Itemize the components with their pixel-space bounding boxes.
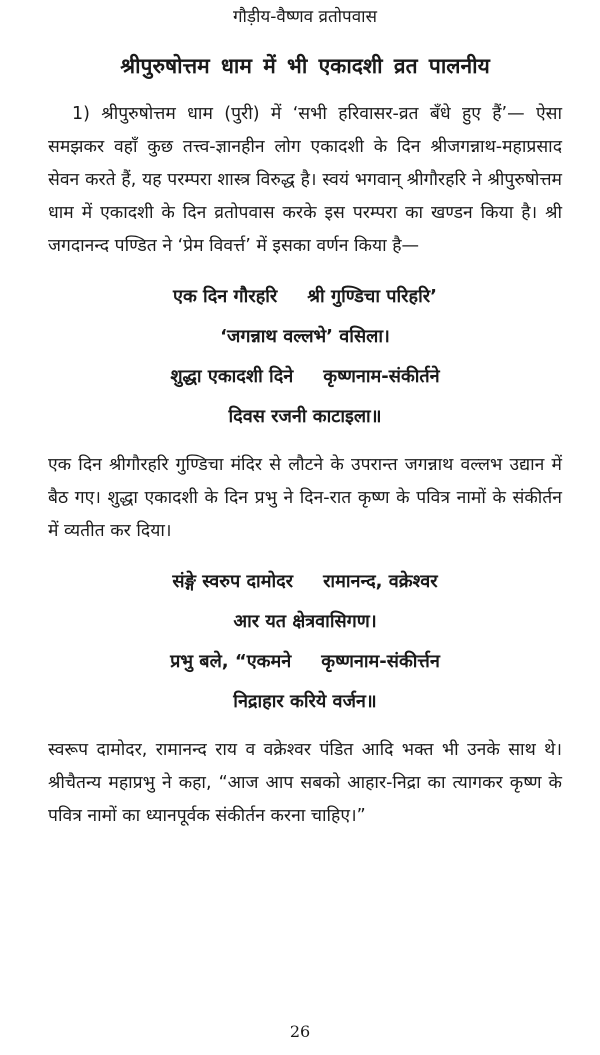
page-number: 26 — [289, 1022, 311, 1041]
verse-1-line-3b: कृष्णनाम-संकीर्तने — [323, 366, 440, 387]
verse-1-line-2: ‘जगन्नाथ वल्लभे’ वसिला। — [220, 326, 390, 347]
running-header: गौड़ीय-वैष्णव व्रतोपवास — [232, 7, 378, 27]
verse-2-line-1b: रामानन्द, वक्रेश्वर — [323, 571, 438, 592]
verse-2-line-2: आर यत क्षेत्रवासिगण। — [233, 611, 377, 632]
paragraph-2: एक दिन श्रीगौरहरि गुण्डिचा मंदिर से लौटने के उपरान्त जगन्नाथ वल्लभ उद्यान में बैठ गए। शुद्धा एकादशी के दिन प्रभु ने दिन-रात कृष्ण के पवित्र नामों के संकीर्तन में व्यतीत कर दिया। — [48, 455, 562, 541]
section-title: श्रीपुरुषोत्तम धाम में भी एकादशी व्रत पालनीय — [120, 54, 490, 78]
verse-2-line-4: निद्राहार करिये वर्जन॥ — [233, 691, 377, 712]
verse-1-line-4: दिवस रजनी काटाइला॥ — [228, 406, 382, 427]
verse-1-line-1a: एक दिन गौरहरि — [173, 286, 278, 307]
verse-1-line-1 — [48, 277, 562, 317]
paragraph-3: स्वरूप दामोदर, रामानन्द राय व वक्रेश्वर पंडित आदि भक्त भी उनके साथ थे। श्रीचैतन्य महाप्रभु ने कहा, “आज आप सबको आहार-निद्रा का त्यागकर कृष्ण के पवित्र नामों का ध्यानपूर्वक संकीर्तन करना चाहिए।” — [48, 740, 562, 826]
verse-2-line-1 — [48, 562, 562, 602]
verse-2-line-3 — [48, 642, 562, 682]
verse-1-line-3a: शुद्धा एकादशी दिने — [170, 366, 294, 387]
verse-1-line-3 — [48, 357, 562, 397]
verse-2-line-3a: प्रभु बले, “एकमने — [170, 651, 292, 672]
verse-2 — [48, 562, 562, 722]
verse-2-line-3b: कृष्णनाम-संकीर्त्तन — [321, 651, 440, 672]
paragraph-1: 1) श्रीपुरुषोत्तम धाम (पुरी) में ‘सभी हरिवासर-व्रत बँधे हुए हैं’— ऐसा समझकर वहाँ कुछ तत्त्व-ज्ञानहीन लोग एकादशी के दिन श्रीजगन्नाथ-महाप्रसाद सेवन करते हैं, यह परम्परा शास्त्र विरुद्ध है। स्वयं भगवान् श्रीगौरहरि ने श्रीपुरुषोत्तम धाम में एकादशी के दिन व्रतोपवास करके इस परम्परा का खण्डन किया है। श्री जगदानन्द पण्डित ने ‘प्रेम विवर्त्त’ में इसका वर्णन किया है— — [48, 104, 562, 256]
verse-2-line-1a: संङ्गे स्वरुप दामोदर — [172, 571, 294, 592]
verse-1-line-1b: श्री गुण्डिचा परिहरि’ — [307, 286, 437, 307]
verse-1 — [48, 277, 562, 437]
